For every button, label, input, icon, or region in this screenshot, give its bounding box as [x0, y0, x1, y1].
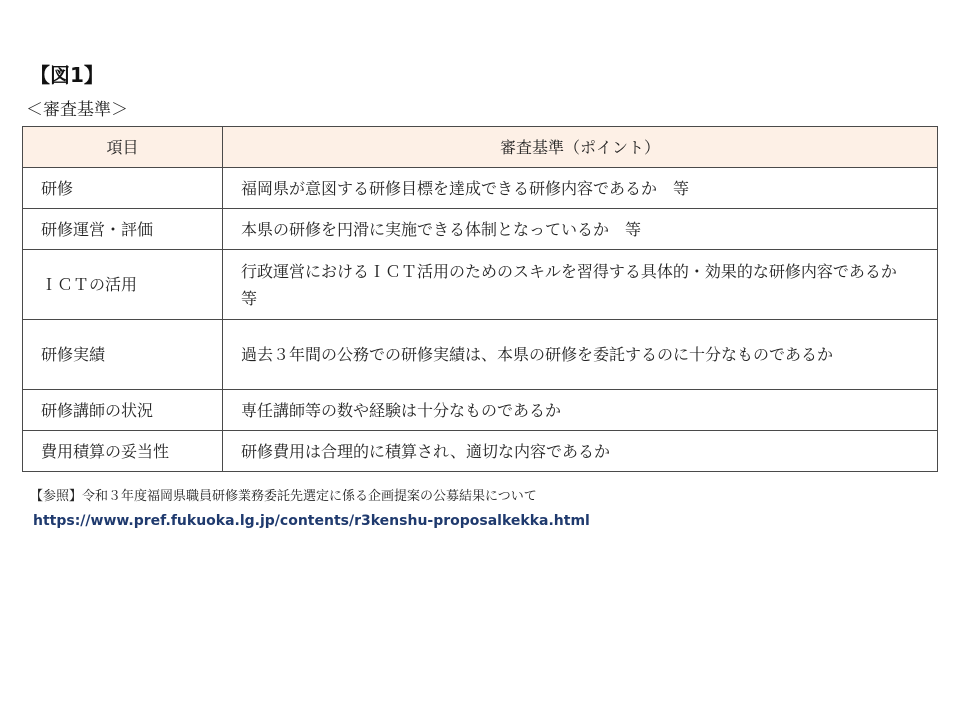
column-header-point: 審査基準（ポイント） [223, 127, 938, 168]
row-point: 本県の研修を円滑に実施できる体制となっているか 等 [223, 209, 938, 250]
row-point: 福岡県が意図する研修目標を達成できる研修内容であるか 等 [223, 168, 938, 209]
table-row [23, 250, 938, 320]
table-row [23, 320, 938, 390]
table-row [23, 209, 938, 250]
row-point: 専任講師等の数や経験は十分なものであるか [223, 390, 938, 431]
criteria-table [22, 126, 938, 472]
row-item: ＩＣＴの活用 [23, 250, 223, 320]
reference-link[interactable]: https://www.pref.fukuoka.lg.jp/contents/r3kenshu-proposalkekka.html [33, 513, 590, 529]
column-header-item: 項目 [23, 127, 223, 168]
row-point: 行政運営におけるＩＣＴ活用のためのスキルを習得する具体的・効果的な研修内容であるか 等 [223, 250, 938, 320]
row-item: 研修実績 [23, 320, 223, 390]
row-point: 過去３年間の公務での研修実績は、本県の研修を委託するのに十分なものであるか [223, 320, 938, 390]
reference-note: 【参照】令和３年度福岡県職員研修業務委託先選定に係る企画提案の公募結果について [30, 489, 537, 504]
table-row [23, 390, 938, 431]
table-header-row [23, 127, 938, 168]
table-row [23, 431, 938, 472]
criteria-label: ＜審査基準＞ [26, 100, 128, 120]
row-item: 研修運営・評価 [23, 209, 223, 250]
figure-title: 【図1】 [30, 63, 104, 87]
row-point: 研修費用は合理的に積算され、適切な内容であるか [223, 431, 938, 472]
table-row [23, 168, 938, 209]
row-item: 費用積算の妥当性 [23, 431, 223, 472]
row-item: 研修 [23, 168, 223, 209]
row-item: 研修講師の状況 [23, 390, 223, 431]
